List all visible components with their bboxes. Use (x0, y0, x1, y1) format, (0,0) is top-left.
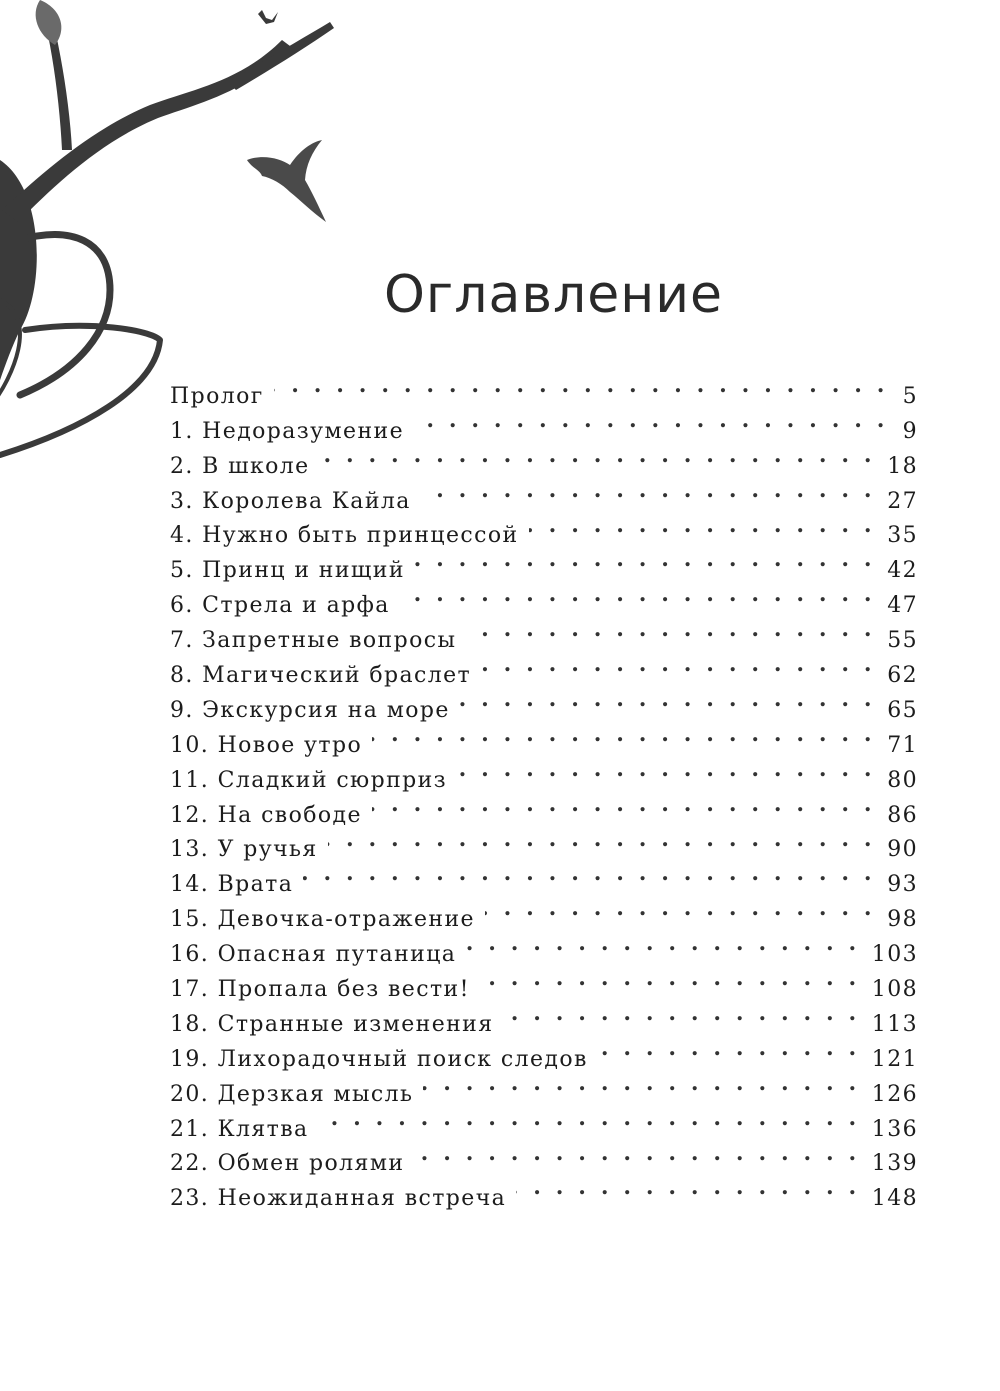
toc-entry-page: 55 (887, 628, 918, 654)
dot-leader (372, 787, 875, 822)
toc-entry-page: 98 (887, 907, 918, 933)
toc-entry-title: 9. Экскурсия на море (170, 697, 450, 723)
small-bird-icon (258, 10, 278, 24)
toc-entry-title: 13. У ручья (170, 837, 318, 863)
dot-leader (485, 891, 875, 926)
toc-entry-page: 18 (887, 453, 918, 479)
toc-entry-page: 148 (871, 1186, 918, 1212)
dot-leader (320, 438, 876, 473)
toc-entry-page: 9 (902, 418, 918, 444)
toc-entry-title: 4. Нужно быть принцессой (170, 523, 519, 549)
toc-entry-title: 23. Неожиданная встреча (170, 1186, 507, 1212)
toc-entry-page: 108 (871, 977, 918, 1003)
dot-leader (598, 1031, 860, 1066)
toc-entry-title: 22. Обмен ролями (170, 1151, 405, 1177)
main-branch (2, 40, 290, 222)
toc-entry[interactable] (170, 403, 918, 444)
toc-entry[interactable] (170, 368, 918, 409)
toc-entry-title: 16. Опасная путаница (170, 942, 457, 968)
dot-leader (414, 403, 888, 438)
toc-entry-title: 12. На свободе (170, 802, 362, 828)
toc-entry-page: 93 (887, 872, 918, 898)
toc-entry-title: 11. Сладкий сюрприз (170, 767, 448, 793)
dot-leader (480, 961, 860, 996)
toc-entry-page: 5 (902, 383, 918, 409)
toc-entry-title: 17. Пропала без вести! (170, 977, 470, 1003)
toc-entry-title: 6. Стрела и арфа (170, 593, 390, 619)
dot-leader (400, 577, 875, 612)
toc-entry-title: 14. Врата (170, 872, 294, 898)
toc-entry-page: 126 (871, 1081, 918, 1107)
table-of-contents (170, 368, 918, 1212)
swallow-bird-icon (247, 140, 326, 222)
toc-entry-page: 47 (887, 593, 918, 619)
toc-entry-title: 7. Запретные вопросы (170, 628, 457, 654)
toc-entry-title: 1. Недоразумение (170, 418, 404, 444)
dot-leader (466, 926, 860, 961)
toc-entry-page: 62 (887, 663, 918, 689)
toc-entry-title: 21. Клятва (170, 1116, 309, 1142)
toc-entry-title: 15. Девочка-отражение (170, 907, 475, 933)
dot-leader (414, 1136, 859, 1171)
toc-entry-title: 5. Принц и нищий (170, 558, 405, 584)
toc-entry-title: 18. Странные изменения (170, 1011, 494, 1037)
toc-entry-page: 80 (887, 767, 918, 793)
right-branch (228, 22, 334, 90)
dot-leader (529, 508, 876, 543)
toc-entry-title: Пролог (170, 383, 264, 409)
dot-leader (457, 752, 875, 787)
toc-entry-page: 71 (887, 732, 918, 758)
dot-leader (504, 996, 860, 1031)
dot-leader (303, 856, 875, 891)
dot-leader (466, 612, 875, 647)
leaf (36, 0, 62, 45)
toc-entry-page: 35 (887, 523, 918, 549)
toc-entry-page: 136 (871, 1116, 918, 1142)
toc-entry-page: 86 (887, 802, 918, 828)
toc-entry-title: 2. В школе (170, 453, 310, 479)
toc-entry-page: 42 (887, 558, 918, 584)
toc-entry-title: 8. Магический браслет (170, 663, 472, 689)
dot-leader (274, 368, 888, 403)
page-title: Оглавление (384, 265, 724, 325)
toc-entry-page: 121 (871, 1046, 918, 1072)
toc-entry-page: 103 (871, 942, 918, 968)
dot-leader (415, 542, 875, 577)
upper-branch (48, 34, 72, 150)
dot-leader (421, 473, 875, 508)
toc-entry-title: 10. Новое утро (170, 732, 363, 758)
dot-leader (319, 1101, 860, 1136)
dot-leader (328, 822, 876, 857)
toc-entry-page: 90 (887, 837, 918, 863)
toc-entry-page: 113 (871, 1011, 918, 1037)
toc-entry-page: 27 (887, 488, 918, 514)
toc-entry-title: 3. Королева Кайла (170, 488, 411, 514)
dot-leader (423, 1066, 859, 1101)
dot-leader (460, 682, 875, 717)
dot-leader (481, 647, 875, 682)
toc-entry-title: 19. Лихорадочный поиск следов (170, 1046, 588, 1072)
dot-leader (372, 717, 875, 752)
dot-leader (516, 1170, 860, 1205)
toc-entry-title: 20. Дерзкая мысль (170, 1081, 414, 1107)
toc-entry-page: 65 (887, 697, 918, 723)
toc-entry-page: 139 (871, 1151, 918, 1177)
